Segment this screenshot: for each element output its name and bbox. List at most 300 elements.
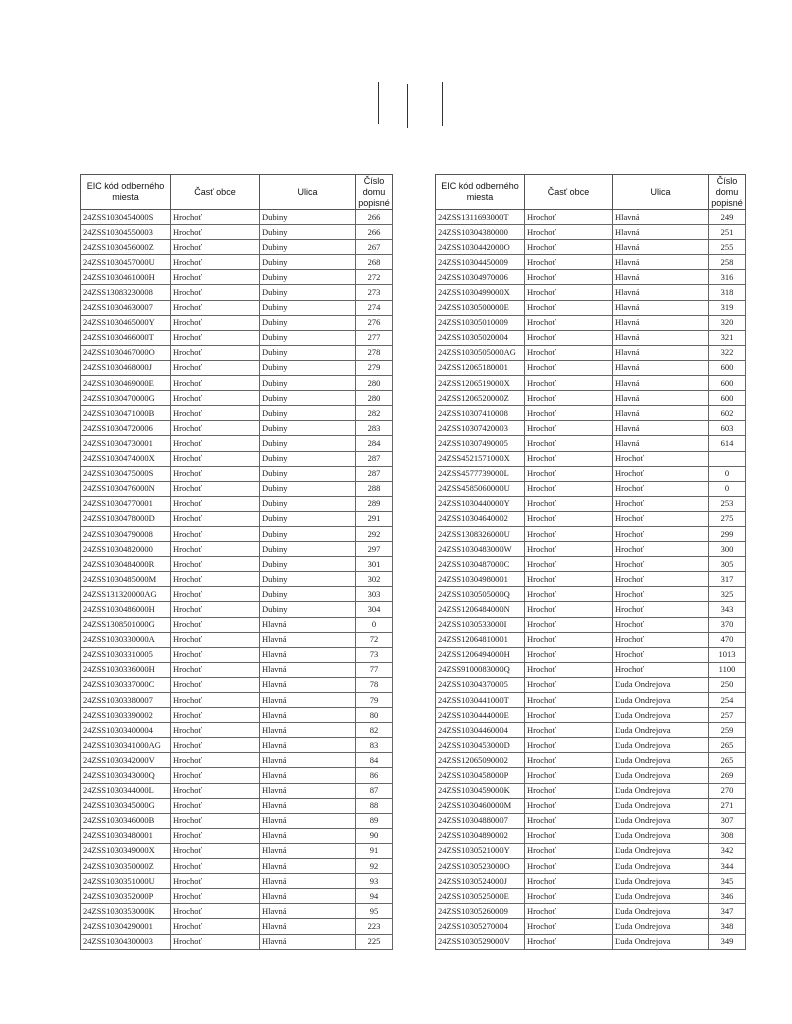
table-row — [436, 270, 746, 285]
street-cell: Hlavná — [260, 617, 356, 632]
house-number-cell: 271 — [709, 798, 746, 813]
table-row — [436, 813, 746, 828]
street-cell: Dubiny — [260, 345, 356, 360]
eic-code-cell: 24ZSS10304630007 — [81, 300, 171, 315]
house-number-cell: 318 — [709, 285, 746, 300]
top-mark-right — [442, 82, 443, 126]
street-cell: Ľuda Ondrejova — [613, 768, 709, 783]
part-cell: Hrochoť — [171, 768, 260, 783]
table-row — [436, 753, 746, 768]
house-number-cell: 94 — [356, 889, 393, 904]
table-row — [436, 511, 746, 526]
table-row — [436, 481, 746, 496]
house-number-cell: 0 — [709, 481, 746, 496]
house-number-cell: 265 — [709, 738, 746, 753]
house-number-cell: 317 — [709, 572, 746, 587]
eic-code-cell: 24ZSS10304970006 — [436, 270, 525, 285]
house-number-cell: 83 — [356, 738, 393, 753]
part-cell: Hrochoť — [525, 300, 613, 315]
right-table-header — [436, 175, 746, 210]
part-cell: Hrochoť — [525, 496, 613, 511]
street-cell: Ľuda Ondrejova — [613, 889, 709, 904]
eic-code-cell: 24ZSS1030505000Q — [436, 587, 525, 602]
house-number-cell: 276 — [356, 315, 393, 330]
house-number-cell: 344 — [709, 859, 746, 874]
table-row — [436, 330, 746, 345]
table-row — [436, 828, 746, 843]
house-number-cell: 280 — [356, 376, 393, 391]
eic-code-cell: 24ZSS1030440000Y — [436, 496, 525, 511]
eic-code-cell: 24ZSS10304300003 — [81, 934, 171, 949]
table-row — [81, 345, 393, 360]
table-row — [436, 315, 746, 330]
table-row — [81, 647, 393, 662]
part-cell: Hrochoť — [525, 919, 613, 934]
part-cell: Hrochoť — [171, 225, 260, 240]
house-number-cell: 305 — [709, 557, 746, 572]
table-row — [81, 315, 393, 330]
eic-code-cell: 24ZSS1030350000Z — [81, 859, 171, 874]
eic-code-cell: 24ZSS1030533000I — [436, 617, 525, 632]
part-cell: Hrochoť — [525, 874, 613, 889]
table-row — [81, 240, 393, 255]
table-row — [81, 285, 393, 300]
house-number-cell: 88 — [356, 798, 393, 813]
eic-code-cell: 24ZSS1030524000J — [436, 874, 525, 889]
street-cell: Hlavná — [613, 360, 709, 375]
street-cell: Hlavná — [260, 632, 356, 647]
street-cell: Dubiny — [260, 526, 356, 541]
street-cell: Ľuda Ondrejova — [613, 828, 709, 843]
part-cell: Hrochoť — [525, 723, 613, 738]
house-number-cell: 614 — [709, 436, 746, 451]
house-number-cell: 82 — [356, 723, 393, 738]
table-row — [436, 557, 746, 572]
house-number-cell: 90 — [356, 828, 393, 843]
eic-code-cell: 24ZSS1030465000Y — [81, 315, 171, 330]
part-cell: Hrochoť — [171, 436, 260, 451]
street-cell: Hrochoť — [613, 481, 709, 496]
part-cell: Hrochoť — [171, 315, 260, 330]
street-cell: Dubiny — [260, 270, 356, 285]
part-cell: Hrochoť — [525, 587, 613, 602]
street-cell: Hlavná — [260, 843, 356, 858]
house-number-cell: 343 — [709, 602, 746, 617]
eic-code-cell: 24ZSS4521571000X — [436, 451, 525, 466]
table-row — [436, 526, 746, 541]
part-cell: Hrochoť — [171, 511, 260, 526]
eic-code-cell: 24ZSS10307410008 — [436, 406, 525, 421]
part-cell: Hrochoť — [171, 723, 260, 738]
house-number-cell: 225 — [356, 934, 393, 949]
table-row — [81, 270, 393, 285]
house-number-cell: 87 — [356, 783, 393, 798]
table-row — [81, 466, 393, 481]
street-cell: Dubiny — [260, 315, 356, 330]
table-row — [436, 738, 746, 753]
eic-code-cell: 24ZSS12065180001 — [436, 360, 525, 375]
street-cell: Hlavná — [613, 285, 709, 300]
house-number-cell: 89 — [356, 813, 393, 828]
eic-code-cell: 24ZSS1030336000H — [81, 662, 171, 677]
eic-code-cell: 24ZSS1030351000U — [81, 874, 171, 889]
eic-code-cell: 24ZSS131320000AG — [81, 587, 171, 602]
part-cell: Hrochoť — [525, 798, 613, 813]
house-number-cell: 72 — [356, 632, 393, 647]
house-number-cell: 370 — [709, 617, 746, 632]
eic-code-cell: 24ZSS10304980001 — [436, 572, 525, 587]
part-cell: Hrochoť — [525, 406, 613, 421]
house-number-cell: 600 — [709, 391, 746, 406]
table-row — [436, 843, 746, 858]
table-row — [436, 360, 746, 375]
house-number-cell: 316 — [709, 270, 746, 285]
house-number-cell: 603 — [709, 421, 746, 436]
house-number-cell: 272 — [356, 270, 393, 285]
house-number-cell: 302 — [356, 572, 393, 587]
eic-code-cell: 24ZSS10304370005 — [436, 677, 525, 692]
house-number-cell: 0 — [356, 617, 393, 632]
street-cell: Hlavná — [260, 859, 356, 874]
eic-code-cell: 24ZSS1030337000C — [81, 677, 171, 692]
table-row — [81, 768, 393, 783]
top-mark-middle — [407, 84, 408, 128]
eic-code-cell: 24ZSS1030466000T — [81, 330, 171, 345]
house-number-cell: 320 — [709, 315, 746, 330]
street-cell: Dubiny — [260, 496, 356, 511]
table-row — [436, 300, 746, 315]
house-number-cell: 80 — [356, 708, 393, 723]
part-cell: Hrochoť — [171, 587, 260, 602]
table-row — [436, 693, 746, 708]
part-cell: Hrochoť — [171, 210, 260, 225]
house-number-cell: 321 — [709, 330, 746, 345]
table-row — [81, 904, 393, 919]
house-number-cell: 84 — [356, 753, 393, 768]
house-number-cell: 251 — [709, 225, 746, 240]
street-cell: Hrochoť — [613, 617, 709, 632]
street-cell: Hlavná — [613, 436, 709, 451]
house-number-cell: 349 — [709, 934, 746, 949]
part-cell: Hrochoť — [525, 632, 613, 647]
house-number-cell: 303 — [356, 587, 393, 602]
part-cell: Hrochoť — [171, 813, 260, 828]
house-number-cell: 258 — [709, 255, 746, 270]
eic-code-cell: 24ZSS1030499000X — [436, 285, 525, 300]
eic-code-cell: 24ZSS1030471000B — [81, 406, 171, 421]
part-cell: Hrochoť — [171, 270, 260, 285]
eic-code-cell: 24ZSS1030444000E — [436, 708, 525, 723]
part-cell: Hrochoť — [171, 919, 260, 934]
table-row — [81, 662, 393, 677]
street-cell: Hlavná — [260, 693, 356, 708]
street-cell: Dubiny — [260, 225, 356, 240]
eic-code-cell: 24ZSS1030441000T — [436, 693, 525, 708]
street-cell: Ľuda Ondrejova — [613, 798, 709, 813]
part-cell: Hrochoť — [525, 436, 613, 451]
table-row — [436, 874, 746, 889]
street-cell: Dubiny — [260, 240, 356, 255]
street-cell: Hlavná — [613, 225, 709, 240]
table-row — [81, 360, 393, 375]
street-cell: Dubiny — [260, 300, 356, 315]
table-row — [81, 632, 393, 647]
part-cell: Hrochoť — [525, 481, 613, 496]
part-cell: Hrochoť — [525, 451, 613, 466]
table-row — [436, 572, 746, 587]
eic-code-cell: 24ZSS1030342000V — [81, 753, 171, 768]
street-cell: Hlavná — [613, 210, 709, 225]
part-cell: Hrochoť — [171, 421, 260, 436]
part-cell: Hrochoť — [525, 843, 613, 858]
house-number-cell: 77 — [356, 662, 393, 677]
table-row — [81, 602, 393, 617]
part-cell: Hrochoť — [525, 511, 613, 526]
house-number-cell: 274 — [356, 300, 393, 315]
eic-code-cell: 24ZSS1030453000D — [436, 738, 525, 753]
street-cell: Hrochoť — [613, 572, 709, 587]
table-row — [81, 677, 393, 692]
table-row — [436, 542, 746, 557]
part-cell: Hrochoť — [171, 693, 260, 708]
street-cell: Dubiny — [260, 436, 356, 451]
table-row — [436, 662, 746, 677]
street-cell: Hlavná — [613, 300, 709, 315]
table-row — [436, 421, 746, 436]
street-cell: Hlavná — [260, 828, 356, 843]
street-cell: Dubiny — [260, 466, 356, 481]
table-row — [436, 587, 746, 602]
header-street: Ulica — [260, 175, 356, 210]
street-cell: Ľuda Ondrejova — [613, 874, 709, 889]
house-number-cell: 304 — [356, 602, 393, 617]
table-row — [436, 240, 746, 255]
table-row — [81, 421, 393, 436]
part-cell: Hrochoť — [525, 240, 613, 255]
house-number-cell: 602 — [709, 406, 746, 421]
house-number-cell: 307 — [709, 813, 746, 828]
table-row — [436, 466, 746, 481]
eic-code-cell: 24ZSS10305260009 — [436, 904, 525, 919]
table-row — [81, 436, 393, 451]
table-row — [81, 451, 393, 466]
table-row — [436, 677, 746, 692]
table-row — [81, 708, 393, 723]
eic-code-cell: 24ZSS1206484000N — [436, 602, 525, 617]
table-row — [81, 934, 393, 949]
eic-code-cell: 24ZSS1030485000M — [81, 572, 171, 587]
street-cell: Dubiny — [260, 542, 356, 557]
eic-code-cell: 24ZSS1030487000C — [436, 557, 525, 572]
eic-code-cell: 24ZSS1030458000P — [436, 768, 525, 783]
part-cell: Hrochoť — [525, 889, 613, 904]
street-cell: Hlavná — [613, 240, 709, 255]
part-cell: Hrochoť — [525, 859, 613, 874]
table-row — [436, 934, 746, 949]
street-cell: Hlavná — [613, 270, 709, 285]
eic-code-cell: 24ZSS1308326000U — [436, 526, 525, 541]
street-cell: Hlavná — [260, 919, 356, 934]
part-cell: Hrochoť — [171, 602, 260, 617]
header-part: Časť obce — [171, 175, 260, 210]
street-cell: Hlavná — [260, 708, 356, 723]
street-cell: Hlavná — [260, 662, 356, 677]
house-number-cell: 278 — [356, 345, 393, 360]
street-cell: Ľuda Ondrejova — [613, 708, 709, 723]
part-cell: Hrochoť — [525, 572, 613, 587]
eic-code-cell: 24ZSS10304890002 — [436, 828, 525, 843]
eic-code-cell: 24ZSS10304550003 — [81, 225, 171, 240]
part-cell: Hrochoť — [525, 602, 613, 617]
street-cell: Ľuda Ondrejova — [613, 693, 709, 708]
street-cell: Dubiny — [260, 285, 356, 300]
table-row — [81, 526, 393, 541]
street-cell: Dubiny — [260, 511, 356, 526]
right-table — [435, 174, 746, 950]
part-cell: Hrochoť — [525, 421, 613, 436]
table-row — [81, 828, 393, 843]
house-number-cell: 319 — [709, 300, 746, 315]
street-cell: Hlavná — [260, 813, 356, 828]
eic-code-cell: 24ZSS1030478000D — [81, 511, 171, 526]
house-number-cell: 280 — [356, 391, 393, 406]
table-row — [436, 783, 746, 798]
house-number-cell: 250 — [709, 677, 746, 692]
table-row — [81, 798, 393, 813]
street-cell: Dubiny — [260, 391, 356, 406]
table-row — [436, 723, 746, 738]
eic-code-cell: 24ZSS1030523000O — [436, 859, 525, 874]
part-cell: Hrochoť — [171, 904, 260, 919]
table-row — [436, 632, 746, 647]
house-number-cell: 269 — [709, 768, 746, 783]
part-cell: Hrochoť — [525, 904, 613, 919]
street-cell: Hrochoť — [613, 451, 709, 466]
house-number-cell — [709, 451, 746, 466]
eic-code-cell: 24ZSS10305010009 — [436, 315, 525, 330]
house-number-cell: 288 — [356, 481, 393, 496]
table-row — [81, 753, 393, 768]
house-number-cell: 78 — [356, 677, 393, 692]
table-row — [436, 376, 746, 391]
eic-code-cell: 24ZSS1030353000K — [81, 904, 171, 919]
eic-code-cell: 24ZSS1030475000S — [81, 466, 171, 481]
eic-code-cell: 24ZSS1030442000O — [436, 240, 525, 255]
eic-code-cell: 24ZSS1206494000H — [436, 647, 525, 662]
part-cell: Hrochoť — [171, 798, 260, 813]
eic-code-cell: 24ZSS10305270004 — [436, 919, 525, 934]
table-row — [81, 496, 393, 511]
part-cell: Hrochoť — [171, 889, 260, 904]
part-cell: Hrochoť — [525, 557, 613, 572]
part-cell: Hrochoť — [525, 677, 613, 692]
part-cell: Hrochoť — [525, 708, 613, 723]
part-cell: Hrochoť — [171, 738, 260, 753]
street-cell: Hlavná — [260, 738, 356, 753]
eic-code-cell: 24ZSS10303380007 — [81, 693, 171, 708]
house-number-cell: 287 — [356, 466, 393, 481]
street-cell: Hrochoť — [613, 511, 709, 526]
eic-code-cell: 24ZSS1030330000A — [81, 632, 171, 647]
header-eic: EIC kód odberného miesta — [81, 175, 171, 210]
street-cell: Ľuda Ondrejova — [613, 783, 709, 798]
table-row — [81, 859, 393, 874]
house-number-cell: 1100 — [709, 662, 746, 677]
house-number-cell: 275 — [709, 511, 746, 526]
table-row — [81, 391, 393, 406]
house-number-cell: 282 — [356, 406, 393, 421]
house-number-cell: 284 — [356, 436, 393, 451]
part-cell: Hrochoť — [525, 225, 613, 240]
eic-code-cell: 24ZSS10307420003 — [436, 421, 525, 436]
table-row — [436, 904, 746, 919]
eic-code-cell: 24ZSS1030341000AG — [81, 738, 171, 753]
part-cell: Hrochoť — [525, 255, 613, 270]
part-cell: Hrochoť — [525, 693, 613, 708]
table-row — [436, 798, 746, 813]
table-row — [81, 376, 393, 391]
part-cell: Hrochoť — [171, 330, 260, 345]
header-number: Číslo domu popisné — [709, 175, 746, 210]
part-cell: Hrochoť — [525, 360, 613, 375]
part-cell: Hrochoť — [171, 466, 260, 481]
part-cell: Hrochoť — [525, 270, 613, 285]
street-cell: Dubiny — [260, 360, 356, 375]
eic-code-cell: 24ZSS1030352000P — [81, 889, 171, 904]
house-number-cell: 297 — [356, 542, 393, 557]
part-cell: Hrochoť — [525, 647, 613, 662]
part-cell: Hrochoť — [525, 315, 613, 330]
left-table — [80, 174, 393, 950]
street-cell: Hlavná — [613, 315, 709, 330]
street-cell: Ľuda Ondrejova — [613, 813, 709, 828]
house-number-cell: 257 — [709, 708, 746, 723]
eic-code-cell: 24ZSS10304460004 — [436, 723, 525, 738]
house-number-cell: 322 — [709, 345, 746, 360]
house-number-cell: 265 — [709, 753, 746, 768]
table-row — [81, 813, 393, 828]
eic-code-cell: 24ZSS1311693000T — [436, 210, 525, 225]
table-row — [81, 255, 393, 270]
part-cell: Hrochoť — [171, 557, 260, 572]
eic-code-cell: 24ZSS1030345000G — [81, 798, 171, 813]
house-number-cell: 86 — [356, 768, 393, 783]
part-cell: Hrochoť — [171, 647, 260, 662]
table-row — [81, 330, 393, 345]
house-number-cell: 93 — [356, 874, 393, 889]
eic-code-cell: 24ZSS10305020004 — [436, 330, 525, 345]
table-row — [81, 511, 393, 526]
house-number-cell: 289 — [356, 496, 393, 511]
street-cell: Hlavná — [260, 783, 356, 798]
eic-code-cell: 24ZSS1030468000J — [81, 360, 171, 375]
house-number-cell: 279 — [356, 360, 393, 375]
street-cell: Ľuda Ondrejova — [613, 753, 709, 768]
table-row — [81, 587, 393, 602]
part-cell: Hrochoť — [171, 934, 260, 949]
house-number-cell: 283 — [356, 421, 393, 436]
house-number-cell: 266 — [356, 210, 393, 225]
street-cell: Hlavná — [613, 421, 709, 436]
eic-code-cell: 24ZSS1030474000X — [81, 451, 171, 466]
table-row — [81, 919, 393, 934]
house-number-cell: 1013 — [709, 647, 746, 662]
eic-code-cell: 24ZSS1030486000H — [81, 602, 171, 617]
eic-code-cell: 24ZSS10304450009 — [436, 255, 525, 270]
street-cell: Hlavná — [260, 798, 356, 813]
house-number-cell: 325 — [709, 587, 746, 602]
eic-code-cell: 24ZSS1030470000G — [81, 391, 171, 406]
